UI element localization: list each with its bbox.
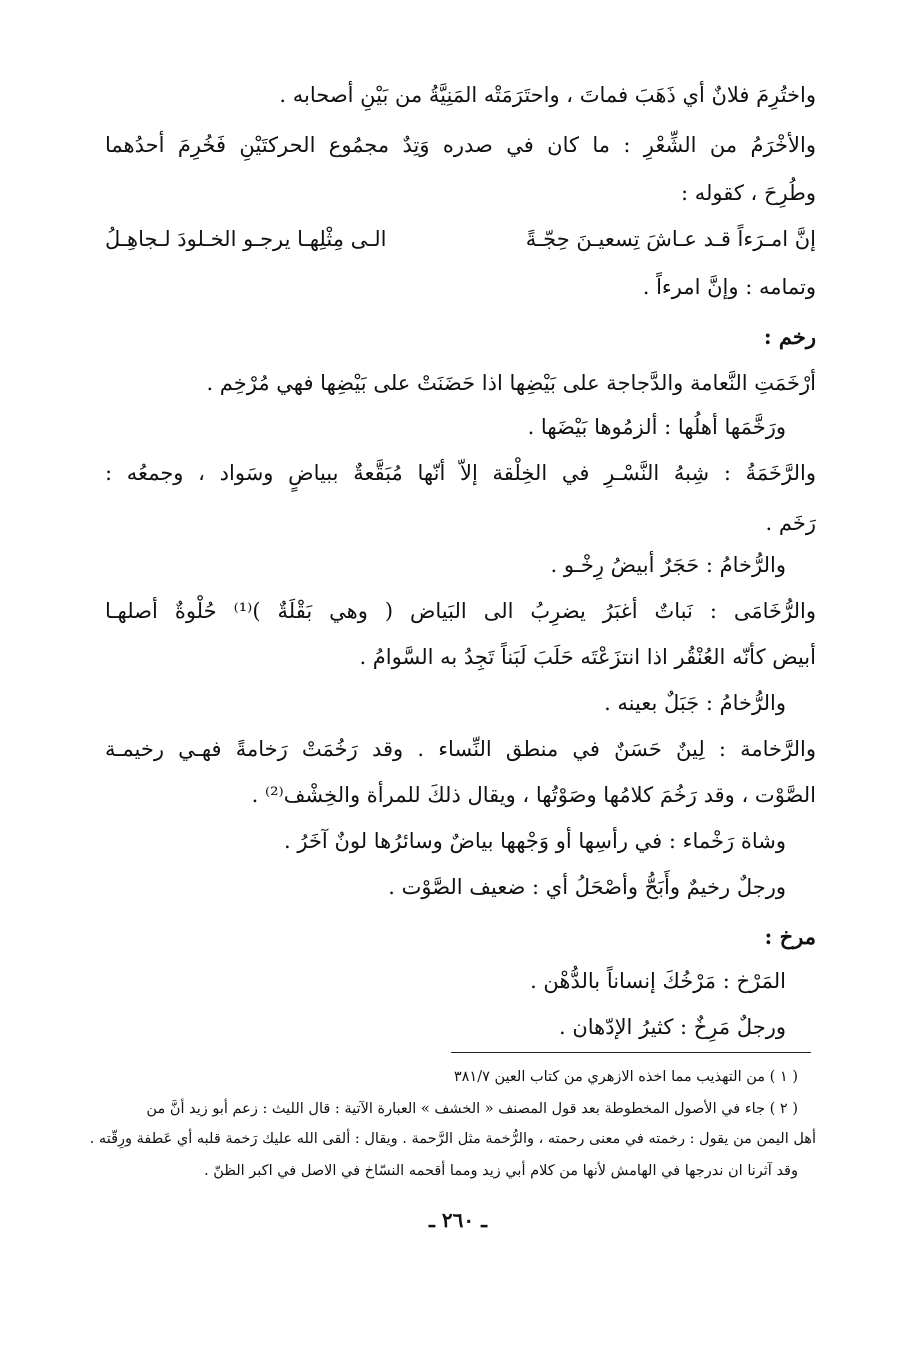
text-line: والأخْرَمُ من الشِّعْرِ : ما كان في صدره وَتِدٌ مجمُوع الحركتَيْنِ فَخُرِمَ أحدُهما [105,133,816,157]
entry-heading-markh: مرخ : [764,924,816,949]
footnote-2: ( ٢ ) جاء في الأصول المخطوطة بعد قول المصنف « الخشف » العبارة الآتية : قال الليث : زعم أبو زيد أنَّ من [146,1101,798,1117]
page-number: ـ ٢٦٠ ـ [429,1208,487,1232]
text-line: الصَّوْت ، وقد رَخُمَ كلامُها وصَوْتُها ، ويقال ذلكَ للمرأة والخِشْف⁽²⁾ . [251,783,816,807]
footnote-1: ( ١ ) من التهذيب مما اخذه الازهري من كتاب العين ٣٨١/٧ [453,1069,798,1085]
text-line: والرُّخَامَى : نَباتٌ أغبَرُ يضرِبُ الى البَياض ( وهي بَقْلَةٌ )⁽¹⁾ حُلْوةٌ أصلهـا [105,599,816,623]
text-line: رَخَم . [765,511,816,535]
footnote-2-continuation: أهل اليمن من يقول : رخمته في معنى رحمته ، والرُّخمة مثل الرَّحمة . ويقال : ألقى الله عليك رَخمة قلبه أي عَطفة ورِقّته . [89,1131,816,1147]
verse-first-hemistich: إنَّ امـرَءاً قـد عـاشَ تِسعيـنَ حِجّـةً [525,227,816,251]
text-line: أرْخَمَتِ النَّعامة والدَّجاجة على بَيْضِها اذا حَضَنَتْ على بَيْضِها فهي مُرْخِم . [206,371,816,395]
text-line: وتمامه : وإنَّ امرءاً . [642,275,816,299]
text-line: ورَخَّمَها أهلُها : ألزمُوها بَيْضَها . [527,415,786,439]
text-line: المَرْخ : مَرْخُكَ إنساناً بالدُّهْن . [530,969,786,993]
verse-second-hemistich: الـى مِثْلِهـا يرجـو الخـلودَ لـجاهِـلُ [105,227,387,251]
text-line: والرَّخامة : لِينٌ حَسَنٌ في منطق النِّساء . وقد رَخُمَتْ رَخامةً فهـي رخيمـة [105,737,816,761]
footnote-2-continuation: وقد آثرنا ان ندرجها في الهامش لأنها من كلام أبي زيد ومما أقحمه النسّاخ في الاصل في اكبر الظنّ . [204,1163,798,1179]
text-line: والرَّخَمَةُ : شِبهُ النَّسْـرِ في الخِلْقة إلاّ أنّها مُبَقَّعةٌ ببياضٍ وسَواد ، وجمعُه : [105,461,816,485]
text-line: والرُّخامُ : حَجَرٌ أبيضُ رِخْـو . [550,553,786,577]
poetry-verse [105,224,816,254]
text-line: واختُرِمَ فلانٌ أي ذَهَبَ فماتَ ، واحتَرَمَتْه المَنِيَّةُ من بَيْنِ أصحابه . [279,83,816,107]
text-line: ورجلٌ رخيمٌ وأَبَحُّ وأصْحَلُ أي : ضعيف الصَّوْت . [388,875,786,899]
text-line: أبيض كأنّه العُنْقُر اذا انتزَعْتَه حَلَبَ لَبَناً تَجِدُ به السَّوامُ . [359,645,816,669]
text-line: وشاة رَخْماء : في رأسِها أو وَجْهها بياضٌ وسائرُها لونٌ آخَرُ . [284,829,786,853]
footnote-divider [451,1052,811,1053]
text-line: والرُّخامُ : جَبَلٌ بعينه . [604,691,786,715]
text-line: ورجلٌ مَرِخٌ : كثيرُ الإدّهان . [558,1015,786,1039]
entry-heading-rakhm: رخم : [763,324,816,349]
text-line: وطُرِحَ ، كقوله : [680,181,816,205]
